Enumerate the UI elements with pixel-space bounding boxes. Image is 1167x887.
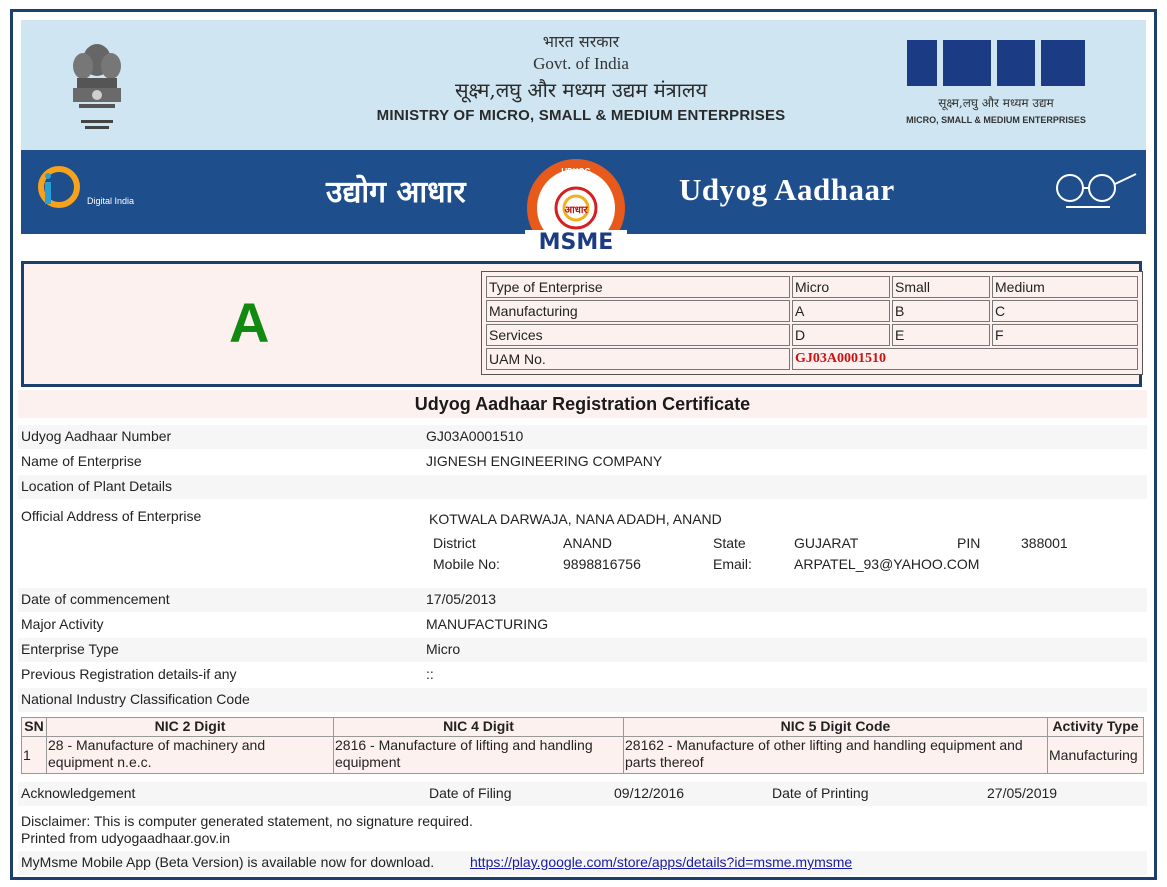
- detail-value: ::: [426, 666, 434, 682]
- detail-value: GJ03A0001510: [426, 428, 524, 444]
- detail-label: Name of Enterprise: [21, 453, 142, 469]
- hindi-gov-text: भारत सरकार: [542, 32, 620, 51]
- detail-label: Udyog Aadhaar Number: [21, 428, 172, 444]
- filing-date-value: 09/12/2016: [614, 785, 685, 801]
- band-english-title: Udyog Aadhaar: [679, 172, 895, 207]
- national-emblem-icon: [65, 38, 129, 138]
- column-header: NIC 4 Digit: [334, 718, 624, 737]
- detail-label: National Industry Classification Code: [21, 691, 250, 707]
- detail-value: Micro: [426, 641, 461, 657]
- table-cell: Small: [892, 276, 990, 298]
- column-header: NIC 2 Digit: [47, 718, 334, 737]
- badge-top-text: UDYOG AADHAAR: [555, 167, 597, 185]
- table-row: [486, 324, 1138, 346]
- badge-msme-text: MSME: [538, 230, 614, 255]
- table-cell: C: [992, 300, 1138, 322]
- email-value: ARPATEL_93@YAHOO.COM: [794, 556, 980, 572]
- detail-row-major-activity: [18, 613, 1147, 637]
- english-gov-text: Govt. of India: [533, 54, 629, 73]
- email-label: Email:: [713, 556, 752, 572]
- english-ministry-text: MINISTRY OF MICRO, SMALL & MEDIUM ENTERPRISES: [376, 107, 786, 124]
- detail-row-nic-code: [18, 688, 1147, 712]
- table-cell: 28 - Manufacture of machinery and equipment n.e.c.: [47, 737, 334, 774]
- table-cell: D: [792, 324, 890, 346]
- enterprise-type-table: [481, 271, 1143, 375]
- table-cell: Type of Enterprise: [486, 276, 790, 298]
- digital-india-label: Digital India: [87, 196, 135, 206]
- table-row: [486, 300, 1138, 322]
- play-store-link[interactable]: https://play.google.com/store/apps/details?id=msme.mymsme: [470, 854, 853, 870]
- table-row: [22, 737, 1144, 774]
- detail-row-plant-location: [18, 475, 1147, 499]
- table-cell: Manufacturing: [486, 300, 790, 322]
- table-cell: 2816 - Manufacture of lifting and handling equipment: [334, 737, 624, 774]
- detail-label: Official Address of Enterprise: [21, 508, 202, 524]
- enterprise-classification-box: [21, 261, 1142, 387]
- printing-date-label: Date of Printing: [772, 785, 869, 801]
- state-value: GUJARAT: [794, 535, 859, 551]
- msme-logo-icon: [891, 40, 1101, 140]
- pin-label: PIN: [957, 535, 981, 551]
- nic-code-table: [21, 717, 1144, 774]
- digital-india-icon: [37, 162, 147, 222]
- table-cell: Micro: [792, 276, 890, 298]
- msme-logo-hindi: सूक्ष्म,लघु और मध्यम उद्यम: [938, 96, 1054, 110]
- detail-row-enterprise-name: [18, 450, 1147, 474]
- hindi-ministry-text: सूक्ष्म,लघु और मध्यम उद्यम मंत्रालय: [454, 78, 708, 102]
- detail-row-enterprise-type: [18, 638, 1147, 662]
- detail-row-official-address: [18, 505, 1147, 585]
- column-header: SN: [22, 718, 47, 737]
- detail-label: Previous Registration details-if any: [21, 666, 237, 682]
- mobile-app-row: [18, 851, 1147, 875]
- government-title-block: [321, 30, 841, 124]
- table-cell: E: [892, 324, 990, 346]
- printing-date-value: 27/05/2019: [987, 785, 1058, 801]
- table-cell: 1: [22, 737, 47, 774]
- column-header: NIC 5 Digit Code: [624, 718, 1048, 737]
- table-row: [486, 276, 1138, 298]
- certificate-frame: [10, 9, 1157, 880]
- pin-value: 388001: [1021, 535, 1068, 551]
- disclaimer-block: [18, 810, 1147, 848]
- detail-row-aadhaar-number: [18, 425, 1147, 449]
- table-row: [486, 348, 1138, 370]
- detail-value: 17/05/2013: [426, 591, 497, 607]
- detail-row-commencement: [18, 588, 1147, 612]
- table-cell: B: [892, 300, 990, 322]
- filing-date-label: Date of Filing: [429, 785, 512, 801]
- acknowledgement-label: Acknowledgement: [21, 785, 136, 801]
- mobile-label: Mobile No:: [433, 556, 500, 572]
- uam-number: GJ03A0001510: [792, 348, 1138, 370]
- detail-label: Date of commencement: [21, 591, 170, 607]
- printed-from-text: Printed from udyogaadhaar.gov.in: [21, 830, 231, 846]
- table-cell: Medium: [992, 276, 1138, 298]
- table-cell: Manufacturing: [1048, 737, 1144, 774]
- badge-inner-text: आधार: [564, 205, 588, 216]
- table-header-row: [22, 718, 1144, 737]
- uam-label: UAM No.: [486, 348, 790, 370]
- column-header: Activity Type: [1048, 718, 1144, 737]
- district-label: District: [433, 535, 476, 551]
- band-hindi-title: उद्योग आधार: [326, 175, 466, 210]
- swachh-bharat-icon: [1036, 166, 1141, 216]
- detail-row-previous-registration: [18, 663, 1147, 687]
- mobile-app-text: MyMsme Mobile App (Beta Version) is available now for download.: [21, 854, 435, 870]
- address-line: KOTWALA DARWAJA, NANA ADADH, ANAND: [429, 511, 722, 527]
- table-cell: Services: [486, 324, 790, 346]
- mobile-value: 9898816756: [563, 556, 641, 572]
- detail-value: MANUFACTURING: [426, 616, 549, 632]
- table-cell: 28162 - Manufacture of other lifting and handling equipment and parts thereof: [624, 737, 1048, 774]
- acknowledgement-row: [18, 782, 1147, 806]
- disclaimer-text: Disclaimer: This is computer generated statement, no signature required.: [21, 813, 473, 829]
- udyog-aadhaar-badge-icon: [511, 156, 641, 254]
- state-label: State: [713, 535, 746, 551]
- detail-label: Location of Plant Details: [21, 478, 172, 494]
- enterprise-grade-letter: A: [229, 291, 270, 354]
- detail-label: Enterprise Type: [21, 641, 119, 657]
- detail-label: Major Activity: [21, 616, 104, 632]
- msme-logo-english: MICRO, SMALL & MEDIUM ENTERPRISES: [906, 115, 1086, 125]
- certificate-title: Udyog Aadhaar Registration Certificate: [18, 390, 1147, 418]
- table-cell: A: [792, 300, 890, 322]
- header-banner: [21, 20, 1146, 150]
- detail-value: JIGNESH ENGINEERING COMPANY: [426, 453, 663, 469]
- district-value: ANAND: [563, 535, 613, 551]
- table-cell: F: [992, 324, 1138, 346]
